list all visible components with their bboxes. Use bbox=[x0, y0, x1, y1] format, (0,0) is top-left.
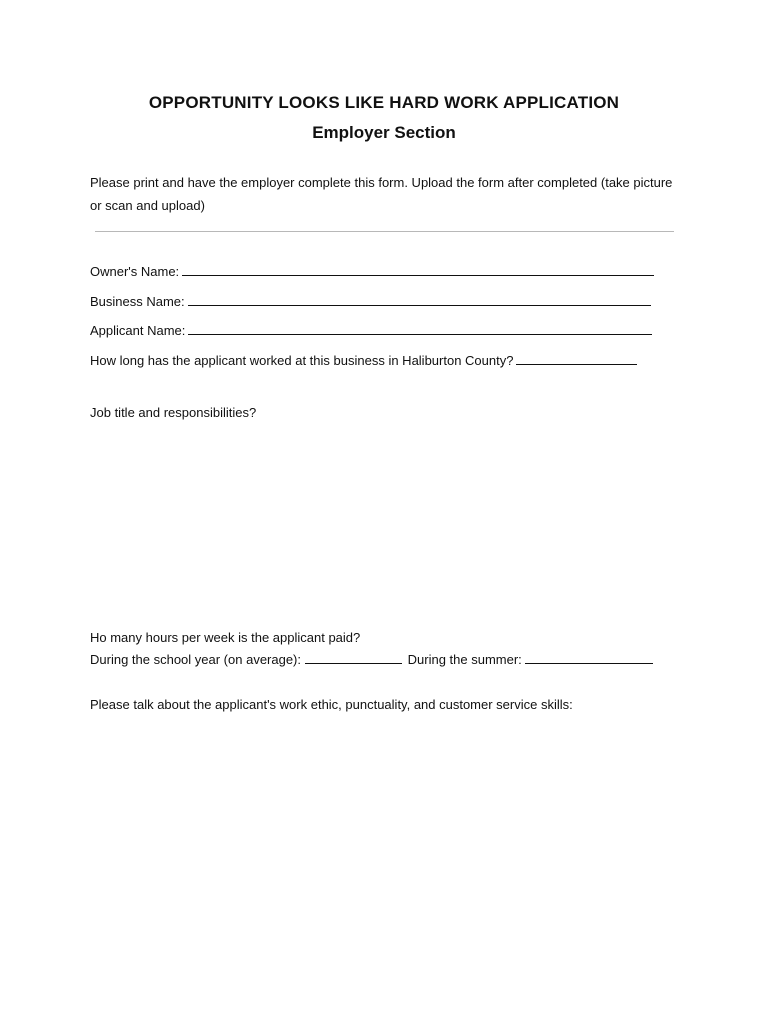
work-ethic-answer-area[interactable] bbox=[90, 720, 680, 980]
business-name-label: Business Name: bbox=[90, 294, 185, 309]
hours-row bbox=[90, 652, 653, 667]
hours-question: Ho many hours per week is the applicant paid? bbox=[90, 630, 361, 645]
summer-hours-field[interactable] bbox=[525, 652, 653, 664]
owner-name-row bbox=[90, 264, 654, 279]
owner-name-label: Owner's Name: bbox=[90, 264, 180, 279]
job-title-question: Job title and responsibilities? bbox=[90, 405, 257, 420]
work-duration-row bbox=[90, 353, 637, 368]
school-year-label: During the school year (on average): bbox=[90, 652, 302, 667]
form-subtitle: Employer Section bbox=[312, 123, 456, 142]
summer-label: During the summer: bbox=[407, 652, 522, 667]
section-divider bbox=[95, 231, 674, 232]
school-year-hours-field[interactable] bbox=[305, 652, 402, 664]
business-name-row bbox=[90, 294, 651, 309]
form-title: OPPORTUNITY LOOKS LIKE HARD WORK APPLICATION bbox=[148, 93, 620, 112]
applicant-name-field[interactable] bbox=[188, 323, 652, 335]
intro-text-line2: or scan and upload) bbox=[90, 198, 205, 213]
work-ethic-question: Please talk about the applicant's work ethic, punctuality, and customer service skills: bbox=[90, 697, 573, 712]
business-name-field[interactable] bbox=[188, 294, 651, 306]
intro-text-line1: Please print and have the employer complete this form. Upload the form after completed (take picture bbox=[90, 175, 673, 190]
applicant-name-row bbox=[90, 323, 652, 338]
job-title-answer-area[interactable] bbox=[90, 425, 680, 620]
work-duration-field[interactable] bbox=[516, 353, 637, 365]
work-duration-label: How long has the applicant worked at this business in Haliburton County? bbox=[90, 353, 514, 368]
owner-name-field[interactable] bbox=[182, 264, 654, 276]
applicant-name-label: Applicant Name: bbox=[90, 323, 186, 338]
